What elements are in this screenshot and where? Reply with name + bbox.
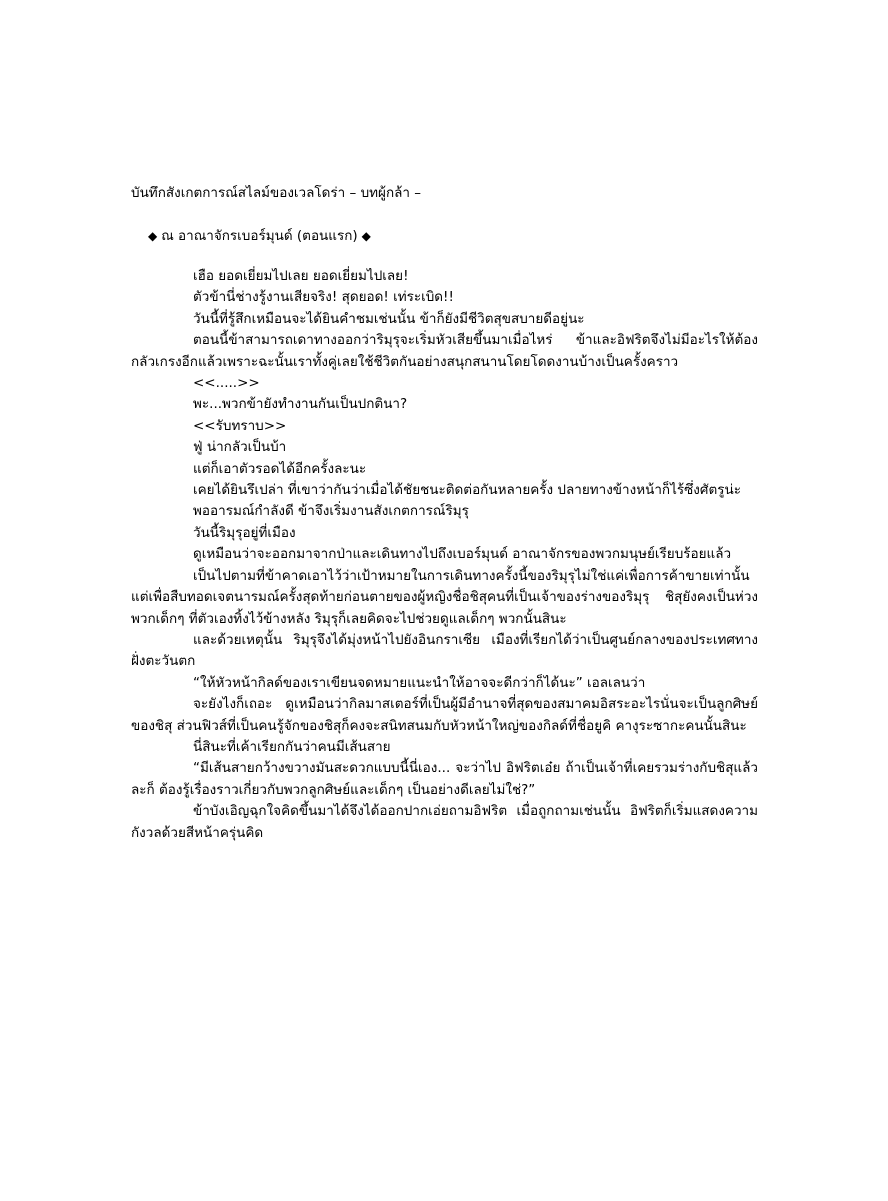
paragraph: ตอนนี้ข้าสามารถเดาทางออกว่าริมุรุจะเริ่มหัวเสียขึ้นมาเมื่อไหร่ ข้าและอิฟริตจึงไม่มีอะไรให้ต้องกลัวเกรงอีกแล้วเพราะฉะนั้นเราทั้งคู่เลยใช้ชีวิตกันอย่างสนุกสนานโดยโดดงานบ้างเป็นครั้งคราว [131,332,758,370]
paragraph: ข้าบังเอิญฉุกใจคิดขึ้นมาได้จึงได้ออกปากเอ่ยถามอิฟริต เมื่อถูกถามเช่นนั้น อิฟริตก็เริ่มแสดงความกังวลด้วยสีหน้าครุ่นคิด [131,803,758,841]
paragraph: ฟู่ น่ากลัวเป็นบ้า [193,439,287,456]
paragraph: <<รับทราบ>> [193,417,287,434]
diamond-bullet-icon: ◆ [361,229,371,243]
document-title: บันทึกสังเกตการณ์สไลม์ของเวลโดร่า – บทผู้กล้า – [131,185,422,201]
diamond-bullet-icon: ◆ [148,229,158,243]
paragraph: วันนี้ที่รู้สึกเหมือนจะได้ยินคำชมเช่นนั้น ข้าก็ยังมีชีวิตสุขสบายดีอยู่นะ [193,310,585,327]
paragraph: เฮือ ยอดเยี่ยมไปเลย ยอดเยี่ยมไปเลย! [193,268,409,284]
body-text [131,266,758,844]
paragraph: เคยได้ยินรึเปล่า ที่เขาว่ากันว่าเมื่อได้ชัยชนะติดต่อกันหลายครั้ง ปลายทางข้างหน้าก็ไร้ซึ่งศัตรูน่ะ [193,482,741,499]
section-heading [148,226,371,246]
paragraph: พะ...พวกข้ายังทำงานกันเป็นปกตินา? [193,396,408,413]
paragraph: วันนี้ริมุรุอยู่ที่เมือง [193,524,296,541]
section-heading-text: ณ อาณาจักรเบอร์มุนด์ (ตอนแรก) [161,228,358,244]
paragraph: “มีเส้นสายกว้างขวางมันสะดวกแบบนี้นี่เอง... จะว่าไป อิฟริตเอ๋ย ถ้าเป็นเจ้าที่เคยรวมร่างกับชิสุแล้วละก็ ต้องรู้เรื่องราวเกี่ยวกับพวกลูกศิษย์และเด็กๆ เป็นอย่างดีเลยไม่ใช่?” [131,760,758,798]
paragraph: แต่ก็เอาตัวรอดได้อีกครั้งละนะ [193,460,367,477]
paragraph: พออารมณ์กำลังดี ข้าจึงเริ่มงานสังเกตการณ์ริมุรุ [193,503,469,520]
paragraph: นี่สินะที่เค้าเรียกกันว่าคนมีเส้นสาย [193,738,391,755]
paragraph: “ให้หัวหน้ากิลด์ของเราเขียนจดหมายแนะนำให้อาจจะดีกว่าก็ได้นะ” เอลเลนว่า [193,674,646,691]
paragraph: ตัวข้านี่ช่างรู้งานเสียจริง! สุดยอด! เท่ระเบิด!! [193,289,454,306]
paragraph: ดูเหมือนว่าจะออกมาจากป่าและเดินทางไปถึงเบอร์มุนด์ อาณาจักรของพวกมนุษย์เรียบร้อยแล้ว [193,546,732,563]
paragraph: <<.....>> [193,375,260,392]
paragraph: จะยังไงก็เถอะ ดูเหมือนว่ากิลมาสเตอร์ที่เป็นผู้มีอำนาจที่สุดของสมาคมอิสระอะไรนั่นจะเป็นลูกศิษย์ของชิสุ ส่วนฟิวส์ที่เป็นคนรู้จักของชิสุก็คงจะสนิทสนมกับหัวหน้าใหญ่ของกิลด์ที่ชื่อยูคิ คางุระซากะคนนั้นสินะ [131,696,758,734]
paragraph: เป็นไปตามที่ข้าคาดเอาไว้ว่าเป้าหมายในการเดินทางครั้งนี้ของริมุรุไม่ใช่แค่เพื่อการค้าขายเท่านั้นแต่เพื่อสืบทอดเจตนารมณ์ครั้งสุดท้ายก่อนตายของผู้หญิงชื่อชิสุคนที่เป็นเจ้าของร่างของริมุรุ ชิสุยังคงเป็นห่วงพวกเด็กๆ ที่ตัวเองทิ้งไว้ข้างหลัง ริมุรุก็เลยคิดจะไปช่วยดูแลเด็กๆ พวกนั้นสินะ [131,567,758,627]
paragraph: และด้วยเหตุนั้น ริมุรุจึงได้มุ่งหน้าไปยังอินกราเซีย เมืองที่เรียกได้ว่าเป็นศูนย์กลางของประเทศทางฝั่งตะวันตก [131,631,758,670]
